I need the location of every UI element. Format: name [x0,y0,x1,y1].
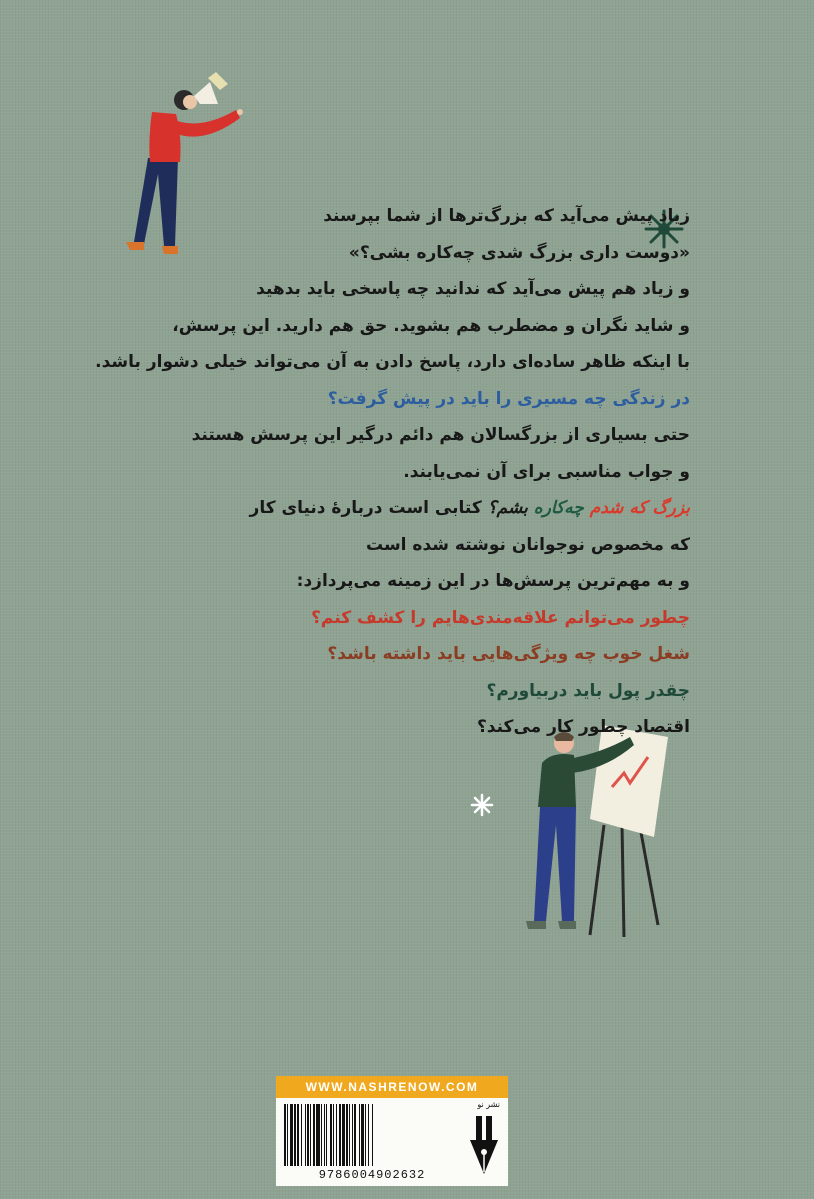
blurb-question-economy: اقتصاد چطور کار می‌کند؟ [476,717,690,737]
small-star-decoration [470,793,494,817]
book-title-part3: بشم؟ [487,498,528,518]
blurb-line-11: و به مهم‌ترین پرسش‌ها در این زمینه می‌پردازد: [296,571,690,591]
blurb-question-good-job: شغل خوب چه ویژگی‌هایی باید داشته باشد؟ [327,644,690,664]
blurb-line-10: که مخصوص نوجوانان نوشته شده است [365,534,690,555]
blurb-line-1: زیاد پیش می‌آید که بزرگ‌ترها از شما بپرسند [323,206,690,226]
publisher-url: WWW.NASHRENOW.COM [276,1076,508,1098]
blurb-text [95,206,690,754]
blurb-line-3: و زیاد هم پیش می‌آید که ندانید چه پاسخی باید بدهید [256,279,690,299]
blurb-line-4: و شاید نگران و مضطرب هم بشوید. حق هم دارید. این پرسش، [172,315,690,336]
blurb-title-line [100,498,690,535]
blurb-line-5: با اینکه ظاهر ساده‌ای دارد، پاسخ دادن به آن می‌تواند خیلی دشوار باشد. [95,352,690,372]
blurb-line-2: «دوست داری بزرگ شدی چه‌کاره بشی؟» [348,242,690,263]
pen-nib-logo-icon [466,1102,502,1182]
book-title-rest: کتابی است دربارهٔ دنیای کار [249,498,488,518]
blurb-question-money: چقدر پول باید دربیاورم؟ [486,680,690,701]
isbn-number: 9786004902632 [318,1168,426,1182]
blurb-question-interests: چطور می‌توانم علاقه‌مندی‌هایم را کشف کنم؟ [311,607,690,628]
barcode-area [276,1076,508,1186]
publisher-name: نشر نو [477,1100,500,1109]
blurb-question-path: در زندگی چه مسیری را باید در پیش گرفت؟ [327,388,690,409]
blurb-line-7: حتی بسیاری از بزرگسالان هم دائم درگیر این پرسش هستند [191,425,690,445]
book-title-part1: بزرگ که شدم [589,498,690,518]
barcode-bar [373,1104,374,1166]
blurb-line-8: و جواب مناسبی برای آن نمی‌یابند. [403,461,690,482]
barcode-box [276,1098,508,1186]
book-title-part2: چه‌کاره [533,498,584,518]
barcode-bars [284,1104,460,1166]
